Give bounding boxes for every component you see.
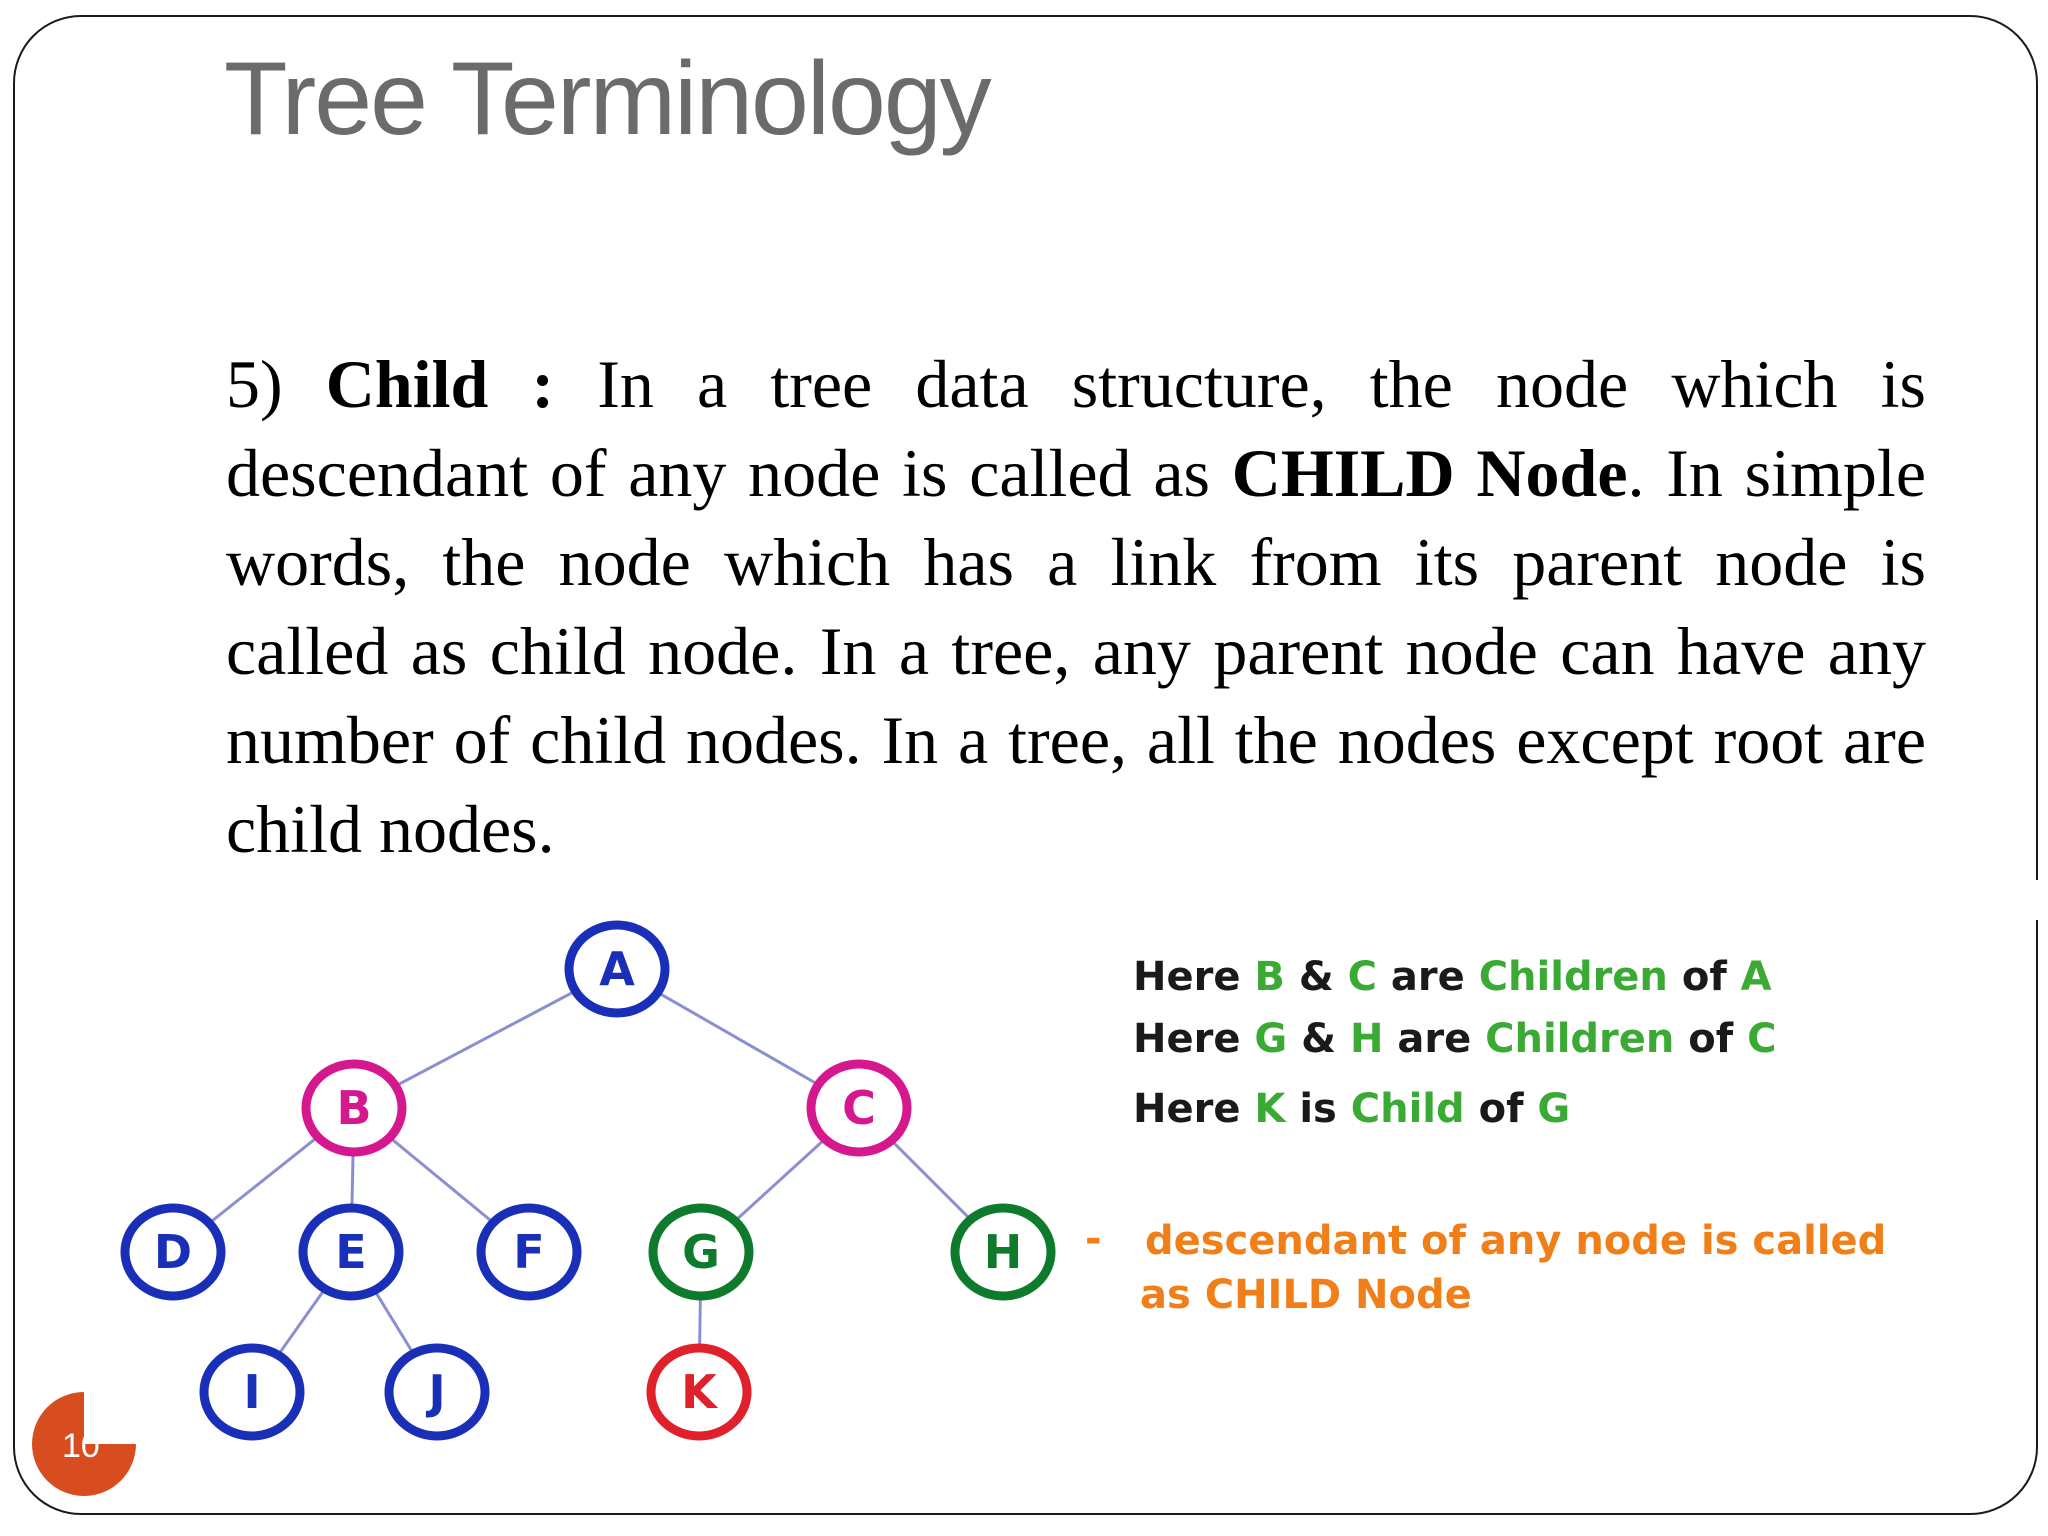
node-label: G (682, 1225, 720, 1279)
definition-text-1: In a tree data structure, the node which is descendant of any node is called as (226, 346, 1926, 511)
node-j (389, 1348, 485, 1436)
node-label: E (335, 1225, 367, 1279)
term-label: Child : (325, 346, 555, 422)
caption-line-1: Here B & C are Children of A (1133, 954, 1772, 1000)
page-number: 10 (62, 1427, 100, 1465)
diagram-definition (1085, 1216, 1886, 1318)
definition-dash: - (1085, 1216, 1102, 1262)
node-g (653, 1208, 749, 1296)
node-label: I (243, 1365, 261, 1419)
definition-line-2: as CHILD Node (1140, 1272, 1472, 1318)
node-label: K (681, 1365, 717, 1419)
diagram-captions (1133, 954, 1776, 1132)
tree-edges (173, 969, 1003, 1392)
node-d (125, 1208, 221, 1296)
node-label: J (428, 1365, 446, 1419)
item-number: 5) (226, 346, 283, 422)
node-label: F (513, 1225, 545, 1279)
caption-line-3: Here K is Child of G (1133, 1086, 1571, 1132)
node-b (306, 1064, 402, 1152)
node-label: C (842, 1081, 876, 1135)
node-e (303, 1208, 399, 1296)
node-c (811, 1064, 907, 1152)
term-bold: CHILD Node (1231, 435, 1628, 511)
definition-text-2: . In simple words, the node which has a link from its parent node is called as child node. In a tree, any parent node can have any number of child nodes. In a tree, all the nodes except root are child nodes. (226, 435, 1926, 867)
node-label: A (599, 942, 635, 996)
node-f (481, 1208, 577, 1296)
slide-title: Tree Terminology (224, 41, 990, 157)
node-label: B (336, 1081, 372, 1135)
definition-line-1: descendant of any node is called (1145, 1218, 1887, 1264)
node-label: H (983, 1225, 1023, 1279)
caption-line-2: Here G & H are Children of C (1133, 1016, 1777, 1062)
node-k (651, 1348, 747, 1436)
node-a (569, 925, 665, 1013)
node-h (955, 1208, 1051, 1296)
node-label: D (153, 1225, 193, 1279)
node-i (204, 1348, 300, 1436)
